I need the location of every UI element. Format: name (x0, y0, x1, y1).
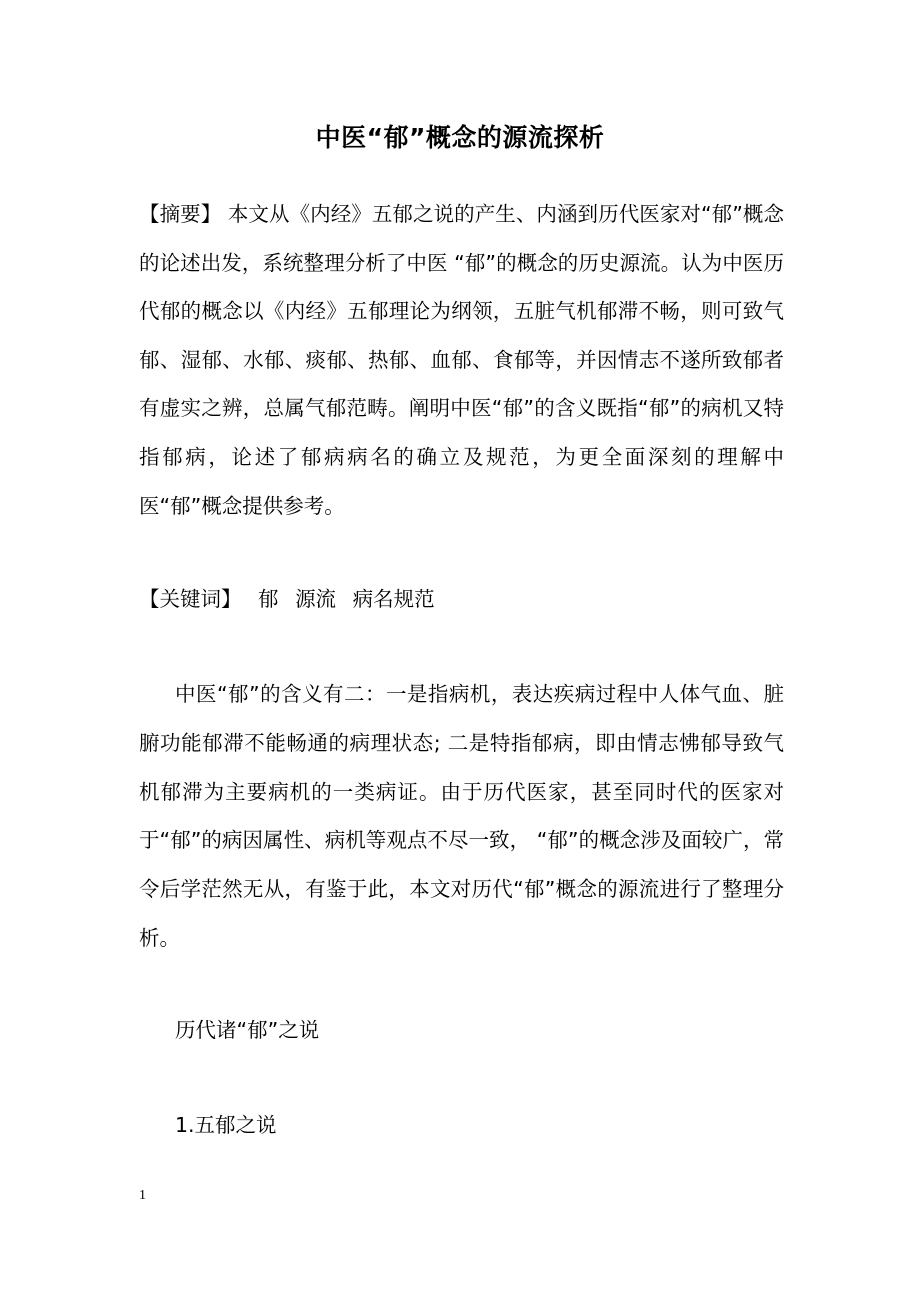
keywords-line (139, 575, 784, 623)
document-title: 中医“郁”概念的源流探析 (315, 123, 605, 152)
keywords-label: 【关键词】 (139, 587, 242, 611)
subsection-heading: 1.五郁之说 (175, 1113, 277, 1137)
keyword-item: 源流 (295, 587, 337, 611)
keyword-item: 郁 (258, 587, 279, 611)
body-paragraph: 中医“郁”的含义有二：一是指病机，表达疾病过程中人体气血、脏腑功能郁滞不能畅通的病理状态; 二是特指郁病，即由情志怫郁导致气机郁滞为主要病机的一类病证。由于历代医家，甚至同时代的医家对于“郁”的病因属性、病机等观点不尽一致， “郁”的概念涉及面较广，常令后学茫然无从，有鉴于此，本文对历代“郁”概念的源流进行了整理分析。 (139, 682, 784, 950)
abstract-paragraph: 【摘要】 本文从《内经》五郁之说的产生、内涵到历代医家对“郁”概念的论述出发，系统整理分析了中医 “郁”的概念的历史源流。认为中医历代郁的概念以《内经》五郁理论为纲领，五脏气机郁滞不畅，则可致气郁、湿郁、水郁、痰郁、热郁、血郁、食郁等，并因情志不遂所致郁者有虚实之辨，总属气郁范畴。阐明中医“郁”的含义既指“郁”的病机又特指郁病，论述了郁病病名的确立及规范，为更全面深刻的理解中医“郁”概念提供参考。 (139, 202, 784, 518)
page-number: 1 (139, 1188, 146, 1203)
keyword-item: 病名规范 (352, 587, 435, 611)
section-heading: 历代诸“郁”之说 (175, 1018, 320, 1042)
